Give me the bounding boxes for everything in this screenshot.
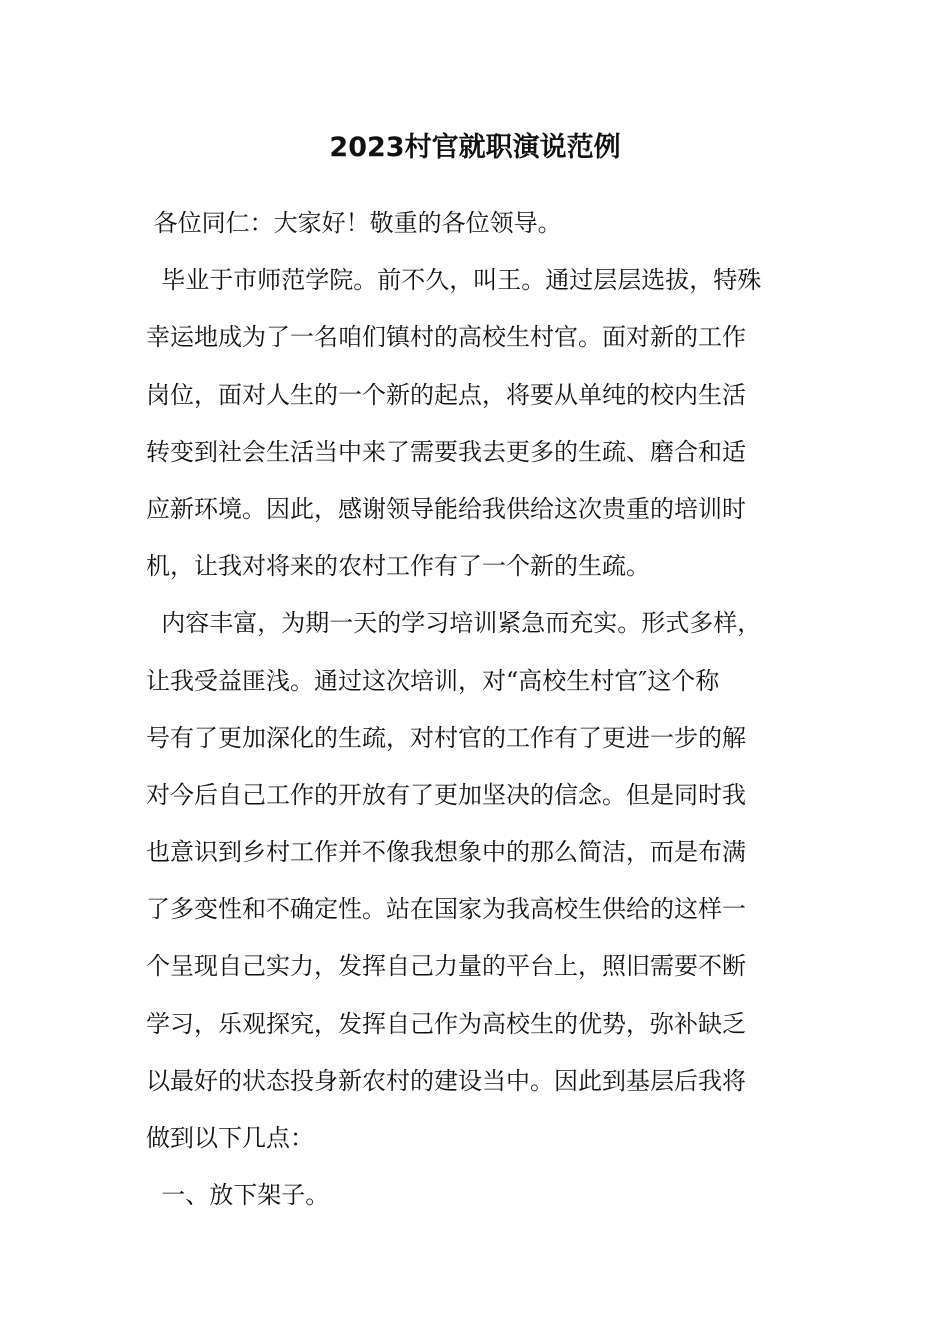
text-line: 岗位，面对人生的一个新的起点，将要从单纯的校内生活	[146, 380, 746, 409]
text-line: 一、放下架子。	[146, 1181, 330, 1210]
text-line: 内容丰富，为期一天的学习培训紧急而充实。形式多样，	[146, 609, 762, 638]
text-line: 也意识到乡村工作并不像我想象中的那么简洁，而是布满	[146, 838, 746, 867]
paragraph-introduction	[146, 252, 808, 595]
text-line: 幸运地成为了一名咱们镇村的高校生村官。面对新的工作	[146, 323, 746, 352]
text-line: 转变到社会生活当中来了需要我去更多的生疏、磨合和适	[146, 437, 746, 466]
text-line: 了多变性和不确定性。站在国家为我高校生供给的这样一	[146, 895, 746, 924]
text-line: 做到以下几点：	[146, 1124, 314, 1152]
paragraph-training	[146, 595, 808, 1167]
text-line: 各位同仁：大家好！敬重的各位领导。	[146, 209, 562, 237]
text-line: 学习，乐观探究，发挥自己作为高校生的优势，弥补缺乏	[146, 1009, 746, 1038]
text-line: 号有了更加深化的生疏，对村官的工作有了更进一步的解	[146, 723, 746, 752]
text-line: 以最好的状态投身新农村的建设当中。因此到基层后我将	[146, 1066, 746, 1095]
text-line: 让我受益匪浅。通过这次培训，对“高校生村官″这个称	[146, 666, 720, 695]
text-line: 机，让我对将来的农村工作有了一个新的生疏。	[146, 552, 650, 581]
text-line: 个呈现自己实力，发挥自己力量的平台上，照旧需要不断	[146, 952, 746, 981]
text-line: 毕业于市师范学院。前不久，叫王。通过层层选拔，特殊	[146, 266, 762, 295]
text-line: 应新环境。因此，感谢领导能给我供给这次贵重的培训时	[146, 494, 746, 523]
document-title: 2023村官就职演说范例	[329, 132, 621, 163]
document-body	[146, 195, 808, 1224]
text-line: 对今后自己工作的开放有了更加坚决的信念。但是同时我	[146, 780, 746, 809]
paragraph-point-one	[146, 1167, 808, 1224]
paragraph-greeting	[146, 195, 808, 252]
